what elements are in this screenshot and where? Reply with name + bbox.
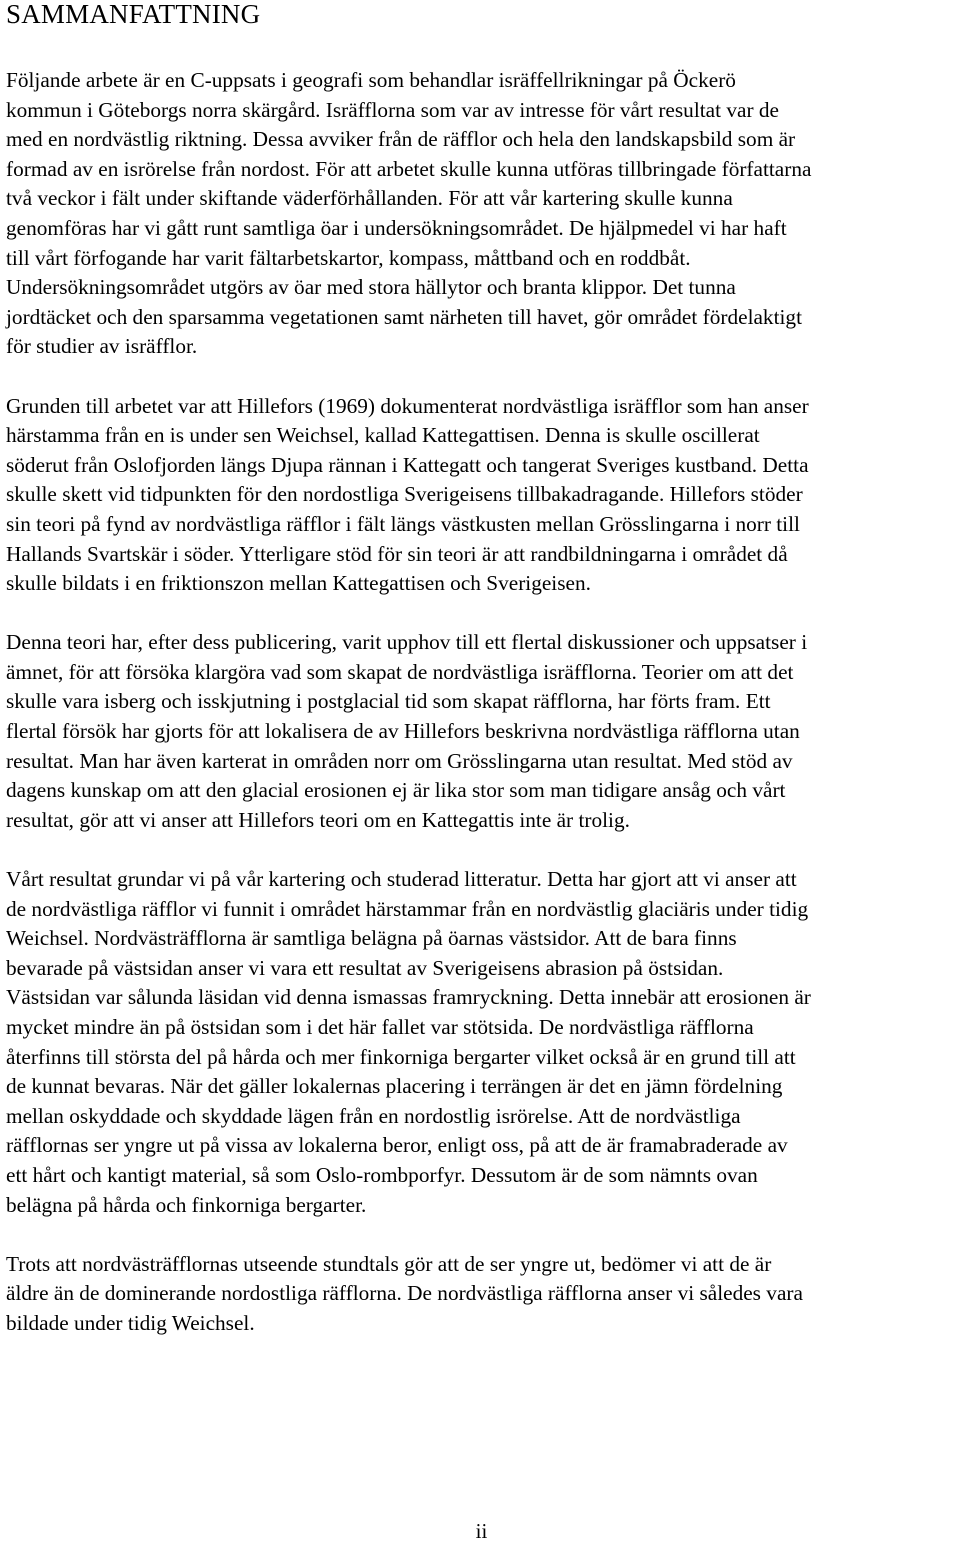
text-line: skulle vara isberg och isskjutning i postglacial tid som skapat räfflorna, har förts fram. Ett	[6, 689, 771, 714]
paragraph	[6, 392, 960, 599]
text-line: härstamma från en is under sen Weichsel, kallad Kattegattisen. Denna is skulle oscillerat	[6, 423, 760, 448]
paragraph	[6, 66, 960, 362]
text-line: Denna teori har, efter dess publicering, varit upphov till ett flertal diskussioner och uppsatser i	[6, 630, 808, 655]
text-line: resultat, gör att vi anser att Hillefors teori om en Kattegattis inte är trolig.	[6, 807, 630, 832]
text-line: de nordvästliga räfflor vi funnit i området härstammar från en nordvästlig glaciäris under tidig	[6, 896, 809, 921]
text-line: ett hårt och kantigt material, så som Oslo-rombporfyr. Dessutom är de som nämnts ovan	[6, 1162, 758, 1187]
text-line: belägna på hårda och finkorniga bergarter.	[6, 1192, 367, 1217]
text-line: kommun i Göteborgs norra skärgård. Isräfflorna som var av intresse för vårt resultat var de	[6, 97, 779, 122]
text-line: mellan oskyddade och skyddade lägen från en nordostlig isrörelse. Att de nordvästliga	[6, 1103, 741, 1128]
text-line: de kunnat bevaras. När det gäller lokalernas placering i terrängen är det en jämn fördelning	[6, 1074, 783, 1099]
text-line: resultat. Man har även karterat in områden norr om Grösslingarna utan resultat. Med stöd av	[6, 748, 793, 773]
text-line: till vårt förfogande har varit fältarbetskartor, kompass, måttband och en roddbåt.	[6, 245, 691, 270]
paragraph	[6, 865, 960, 1220]
text-line: mycket mindre än på östsidan som i det här fallet var stötsida. De nordvästliga räfflorna	[6, 1015, 754, 1039]
text-line: jordtäcket och den sparsamma vegetationen samt närheten till havet, gör området fördelaktigt	[6, 304, 802, 329]
text-line: bevarade på västsidan anser vi vara ett resultat av Sverigeisens abrasion på östsidan.	[6, 955, 724, 980]
page-number: ii	[475, 1519, 488, 1543]
text-line: återfinns till största del på hårda och mer finkorniga bergarter vilket också är en grund till att	[6, 1044, 796, 1069]
text-line: för studier av isräfflor.	[6, 334, 198, 359]
text-line: Följande arbete är en C-uppsats i geografi som behandlar isräffellrikningar på Öckerö	[6, 68, 736, 92]
section-heading: SAMMANFATTNING	[6, 0, 261, 29]
text-line: flertal försök har gjorts för att lokalisera de av Hillefors beskrivna nordvästliga räfflorna utan	[6, 719, 800, 744]
text-line: Hallands Svartskär i söder. Ytterligare stöd för sin teori är att randbildningarna i området då	[6, 541, 788, 566]
text-line: räfflornas ser yngre ut på vissa av lokalerna beror, enligt oss, på att de är framabraderade av	[6, 1133, 788, 1158]
text-line: Trots att nordvästräfflornas utseende stundtals gör att de ser yngre ut, bedömer vi att de är	[6, 1251, 772, 1276]
text-line: äldre än de dominerande nordostliga räfflorna. De nordvästliga räfflorna anser vi således vara	[6, 1281, 803, 1306]
text-line: Vårt resultat grundar vi på vår kartering och studerad litteratur. Detta har gjort att vi anser att	[6, 867, 797, 892]
text-line: bildade under tidig Weichsel.	[6, 1310, 255, 1335]
text-line: Västsidan var sålunda läsidan vid denna ismassas framryckning. Detta innebär att erosionen är	[6, 985, 811, 1010]
text-line: formad av en isrörelse från nordost. För att arbetet skulle kunna utföras tillbringade författarna	[6, 156, 812, 181]
text-line: skulle bildats i en friktionszon mellan Kattegattisen och Sverigeisen.	[6, 571, 591, 596]
text-line: genomföras har vi gått runt samtliga öar i undersökningsområdet. De hjälpmedel vi har haft	[6, 215, 787, 240]
text-line: med en nordvästlig riktning. Dessa avviker från de räfflor och hela den landskapsbild som är	[6, 127, 796, 152]
text-line: ämnet, för att försöka klargöra vad som skapat de nordvästliga isräfflorna. Teorier om att det	[6, 659, 794, 684]
text-line: sin teori på fynd av nordvästliga räfflor i fält längs västkusten mellan Grösslingarna i norr till	[6, 511, 800, 536]
text-line: dagens kunskap om att den glacial erosionen ej är lika stor som man tidigare ansåg och vårt	[6, 778, 786, 803]
text-line: två veckor i fält under skiftande väderförhållanden. För att vår kartering skulle kunna	[6, 186, 733, 211]
text-line: söderut från Oslofjorden längs Djupa rännan i Kattegatt och tangerat Sveriges kustband. Detta	[6, 452, 809, 477]
paragraph	[6, 628, 960, 835]
text-line: Weichsel. Nordvästräfflorna är samtliga belägna på öarnas västsidor. Att de bara finns	[6, 926, 737, 951]
text-line: skulle skett vid tidpunkten för den nordostliga Sverigeisens tillbakadragande. Hillefors stöder	[6, 482, 803, 507]
text-line: Undersökningsområdet utgörs av öar med stora hällytor och branta klippor. Det tunna	[6, 275, 736, 300]
text-line: Grunden till arbetet var att Hillefors (1969) dokumenterat nordvästliga isräfflor som han anser	[6, 393, 809, 418]
body-text	[6, 66, 960, 1339]
paragraph	[6, 1250, 960, 1339]
